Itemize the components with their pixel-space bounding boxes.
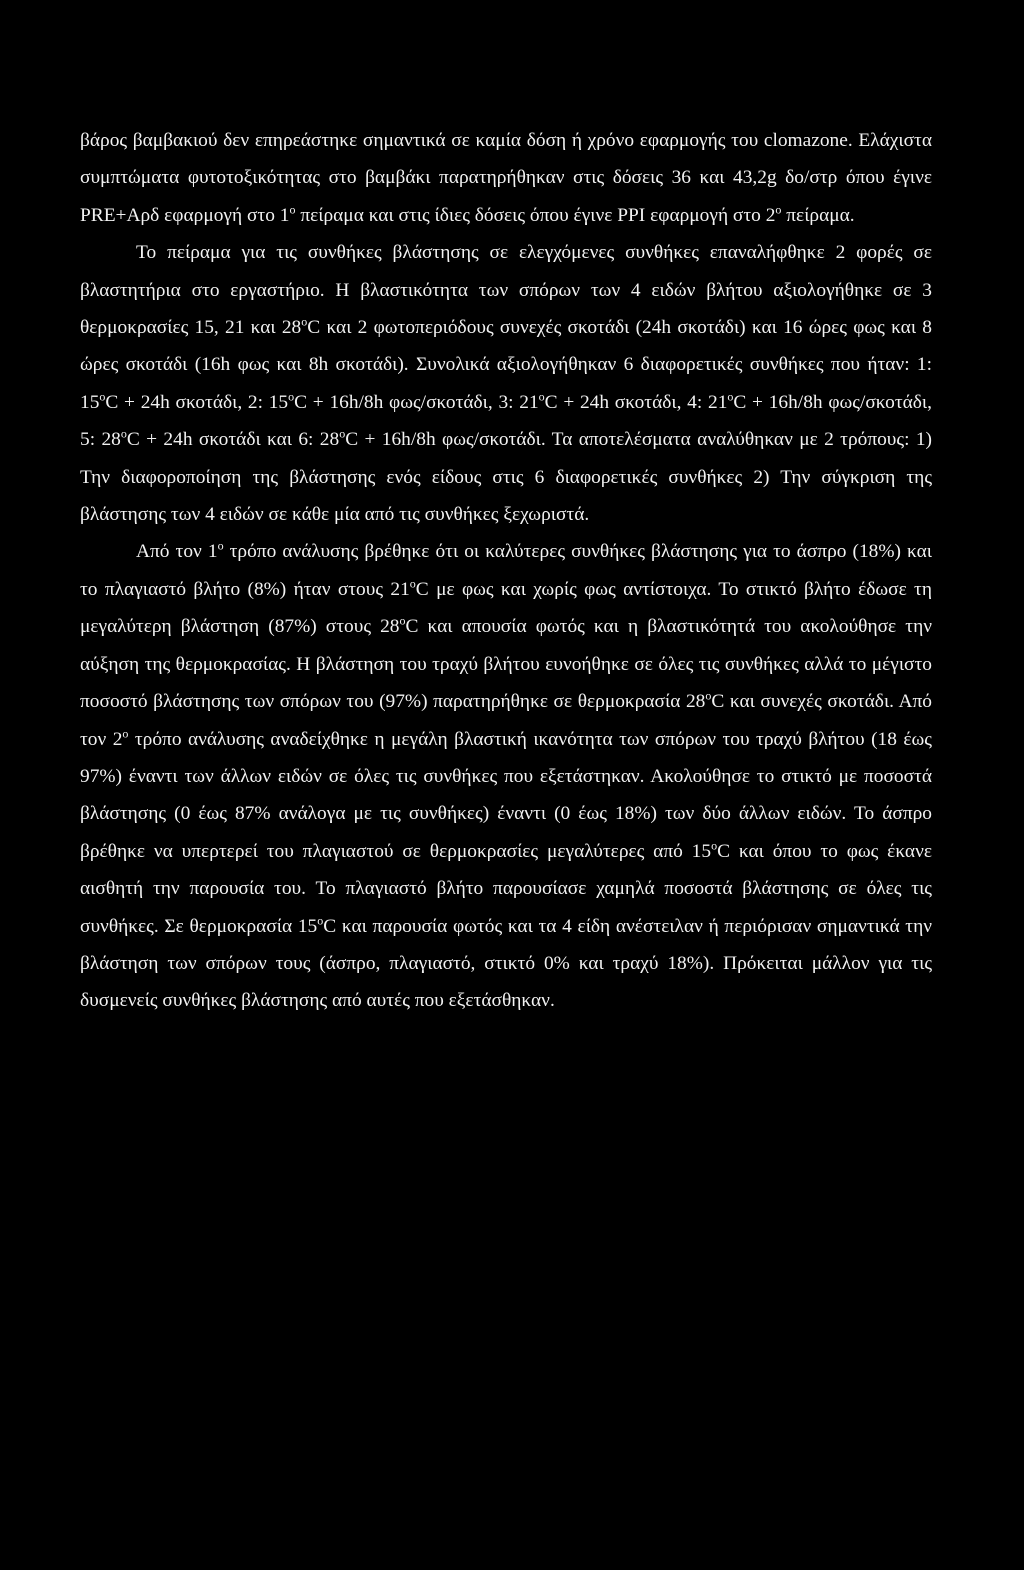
text-run: Το πείραμα για τις συνθήκες βλάστησης σε ελεγχόμενες συνθήκες επαναλήφθηκε 2 φορές σε βλαστητήρια στο εργαστήριο. Η βλαστικότητα των σπόρων των 4 ειδών βλήτου αξιολογήθηκε σε 3 θερμοκρασίες 15, 21 και 28 [80,242,932,339]
document-page [80,122,932,1020]
text-run: πείραμα. [781,204,855,226]
text-run: C και όπου το φως έκανε αισθητή την παρουσία του. Το πλαγιαστό βλήτο παρουσίασε χαμηλά ποσοστά βλάστησης σε όλες τις συνθήκες. Σε θερμοκρασία 15 [80,840,932,937]
text-run: Από τον 1 [136,541,218,563]
text-run: τρόπο ανάλυσης βρέθηκε ότι οι καλύτερες συνθήκες βλάστησης για το άσπρο (18%) και το πλαγιαστό βλήτο (8%) ήταν στους 21 [80,541,933,600]
superscript-degree: ο [288,389,295,404]
superscript-ordinal: ο [775,202,782,217]
paragraph-2 [80,234,932,533]
text-run: C και 2 φωτοπεριόδους συνεχές σκοτάδι (24h σκοτάδι) και 16 ώρες φως και 8 ώρες σκοτάδι (16h φως και 8h σκοτάδι). Συνολικά αξιολογήθηκαν 6 διαφορετικές συνθήκες που ήταν: 1: 15 [80,317,932,413]
text-run: C με φως και χωρίς φως αντίστοιχα. Το στικτό βλήτο έδωσε τη μεγαλύτερη βλάστηση (87%) στους 28 [80,578,932,638]
text-run: C + 16h/8h φως/σκοτάδι. Τα αποτελέσματα αναλύθηκαν με 2 τρόπους: 1) Την διαφοροποίηση της βλάστησης ενός είδους στις 6 διαφορετικές συνθήκες 2) Την σύγκριση της βλάστησης των 4 ειδών σε κάθε μία από τις συνθήκες ξεχωριστά. [80,429,932,526]
superscript-degree: ο [339,426,346,441]
superscript-degree: ο [120,426,127,441]
paragraph-3 [80,533,932,1019]
superscript-degree: ο [301,314,308,329]
text-run: C + 16h/8h φως/σκοτάδι, 5: 28 [80,391,932,451]
text-run: C + 24h σκοτάδι και 6: 28 [126,429,340,451]
superscript-degree: ο [538,389,545,404]
text-run: C και παρουσία φωτός και τα 4 είδη ανέστειλαν ή περιόρισαν σημαντικά την βλάστηση των σπόρων τους (άσπρο, πλαγιαστό, στικτό 0% και τραχύ 18%). Πρόκειται μάλλον για τις δυσμενείς συνθήκες βλάστησης από αυτές που εξετάσθηκαν. [80,915,932,1012]
text-run: βάρος βαμβακιού δεν επηρεάστηκε σημαντικά σε καμία δόση ή χρόνο εφαρμογής του clomazone. Ελάχιστα συμπτώματα φυτοτοξικότητας στο βαμβάκι παρατηρήθηκαν στις δόσεις 36 και 43,2g δο/στρ όπου έγινε PRE+Αρδ εφαρμογή στο 1 [80,130,932,226]
superscript-degree: ο [727,389,734,404]
superscript-degree: ο [711,838,718,853]
text-run: τρόπο ανάλυσης αναδείχθηκε η μεγάλη βλαστική ικανότητα των σπόρων του τραχύ βλήτου (18 έως 97%) έναντι των άλλων ειδών σε όλες τις συνθήκες που εξετάστηκαν. Ακολούθησε το στικτό με ποσοστά βλάστησης (0 έως 87% ανάλογα με τις συνθήκες) έναντι (0 έως 18%) των δύο άλλων ειδών. Το άσπρο βρέθηκε να υπερτερεί του πλαγιαστού σε θερμοκρασίες μεγαλύτερες από 15 [80,728,932,862]
text-run: C + 24h σκοτάδι, 4: 21 [544,391,728,413]
superscript-degree: ο [399,613,406,628]
text-run: C και συνεχές σκοτάδι. Από τον 2 [80,691,933,750]
text-run: C + 24h σκοτάδι, 2: 15 [105,391,289,413]
superscript-ordinal: ο [217,539,224,553]
superscript-degree: ο [705,688,712,703]
superscript-degree: ο [317,913,324,928]
text-run: πείραμα και στις ίδιες δόσεις όπου έγινε PPI εφαρμογή στο 2 [295,204,776,226]
superscript-degree: ο [99,389,106,404]
paragraph-1 [80,122,932,234]
text-run: C + 16h/8h φως/σκοτάδι, 3: 21 [294,391,539,413]
superscript-ordinal: ο [122,726,129,741]
text-run: C και απουσία φωτός και η βλαστικότητά του ακολούθησε την αύξηση της θερμοκρασίας. Η βλάστηση του τραχύ βλήτου ευνοήθηκε σε όλες τις συνθήκες αλλά το μέγιστο ποσοστό βλάστησης των σπόρων του (97%) παρατηρήθηκε σε θερμοκρασία 28 [80,616,932,713]
superscript-degree: ο [409,576,416,591]
superscript-ordinal: ο [289,202,296,217]
